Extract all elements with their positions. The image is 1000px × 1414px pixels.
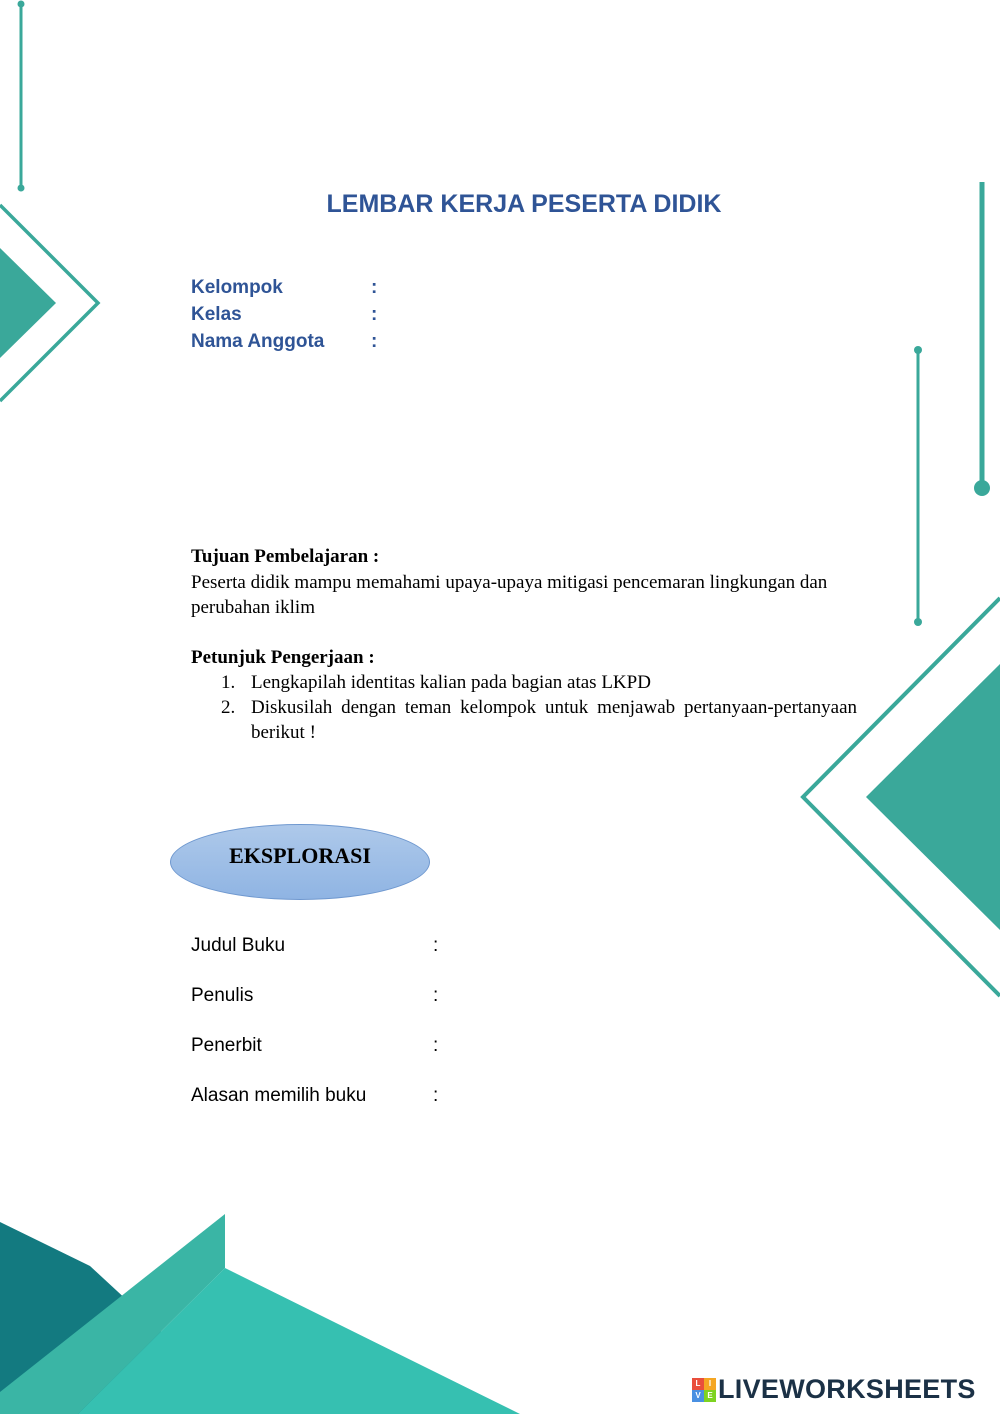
identity-colon: :: [371, 331, 378, 352]
liveworksheets-logo[interactable]: [692, 1374, 976, 1405]
identity-row-nama-anggota: [191, 331, 378, 353]
field-label: Penulis: [191, 985, 254, 1006]
instructions-heading: Petunjuk Pengerjaan :: [191, 647, 375, 668]
logo-cell: I: [704, 1378, 716, 1390]
identity-colon: :: [371, 304, 378, 325]
field-row-alasan: [191, 1085, 439, 1107]
objective-heading: Tujuan Pembelajaran :: [191, 546, 380, 567]
list-item: [191, 670, 857, 695]
field-colon: :: [433, 935, 439, 956]
list-text: Lengkapilah identitas kalian pada bagian atas LKPD: [251, 672, 651, 693]
field-label: Alasan memilih buku: [191, 1085, 367, 1106]
list-number: 2.: [221, 697, 236, 718]
identity-label: Kelas: [191, 304, 242, 325]
exploration-badge: [170, 824, 430, 900]
list-number: 1.: [221, 672, 236, 693]
logo-cell: V: [692, 1390, 704, 1402]
field-label: Judul Buku: [191, 935, 286, 956]
brand-name: LIVEWORKSHEETS: [718, 1374, 976, 1404]
field-row-judul-buku: [191, 935, 439, 957]
instructions-list: [191, 670, 857, 745]
field-colon: :: [433, 1035, 439, 1056]
list-item: [191, 695, 857, 745]
objective-text: Peserta didik mampu memahami upaya-upaya mitigasi pencemaran lingkungan dan perubahan iklim: [191, 572, 828, 618]
identity-row-kelompok: [191, 277, 378, 299]
field-label: Penerbit: [191, 1035, 262, 1056]
field-colon: :: [433, 1085, 439, 1106]
logo-cell: L: [692, 1378, 704, 1390]
page-title: LEMBAR KERJA PESERTA DIDIK: [326, 190, 722, 218]
exploration-label: EKSPLORASI: [229, 843, 371, 868]
logo-cell: E: [704, 1390, 716, 1402]
field-row-penulis: [191, 985, 439, 1007]
list-text: Diskusilah dengan teman kelompok untuk menjawab pertanyaan-pertanyaan berikut !: [251, 697, 857, 743]
identity-label: Kelompok: [191, 277, 283, 298]
field-colon: :: [433, 985, 439, 1006]
identity-row-kelas: [191, 304, 378, 326]
identity-label: Nama Anggota: [191, 331, 325, 352]
identity-colon: :: [371, 277, 378, 298]
liveworksheets-logo-icon: [692, 1378, 716, 1402]
field-row-penerbit: [191, 1035, 439, 1057]
